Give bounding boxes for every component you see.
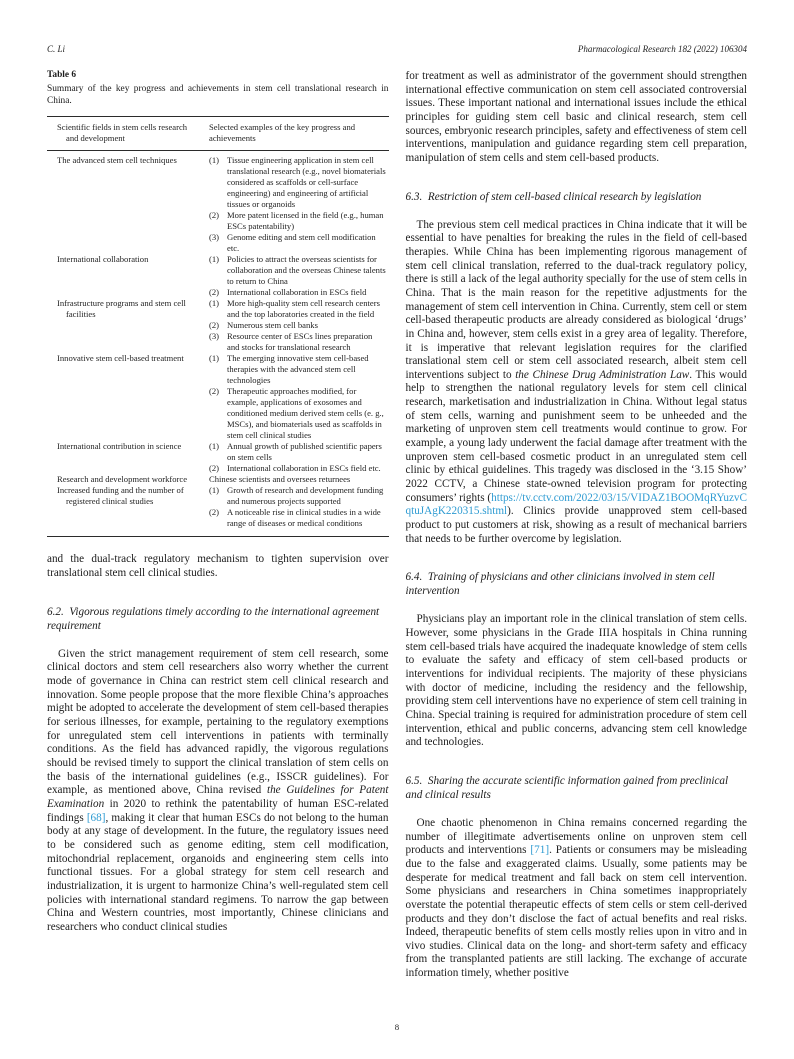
table-example-item xyxy=(209,485,387,507)
table-6 xyxy=(47,116,389,537)
running-header xyxy=(47,44,747,54)
item-number: (2) xyxy=(209,507,220,518)
page-number: 8 xyxy=(394,1022,400,1032)
table-header-row xyxy=(47,117,389,151)
running-journal-citation: Pharmacological Research 182 (2022) 106304 xyxy=(577,44,747,54)
table-row-examples xyxy=(209,298,387,353)
table-row xyxy=(47,254,389,298)
item-text: International collaboration in ESCs field xyxy=(227,287,367,298)
text-segment: Given the strict management requirement of stem cell research, some clinical doctors and stem cell researchers also worry whether the current mode of governance in China can restrict stem cell clinical research and innovation. Some people propose that the more flexible China’s approaches might be adopted to accelerate the development of stem cell-based therapies for serious illnesses, for example, pertaining to the regulatory exemptions for unregulated stem cell interventions in patients with terminally conditions. As the field has advanced rapidly, the vigorous regulations should be revised timely to support the clinical translation of stem cells on the basis of the international guidelines (e.g., ISSCR guidelines). For example, as mentioned above, China revised xyxy=(47,647,389,797)
table-row xyxy=(47,474,389,485)
table-example-item xyxy=(209,254,387,287)
table-row-field: Infrastructure programs and stem cell facilities xyxy=(57,298,186,320)
table-row xyxy=(47,155,389,254)
item-number: (3) xyxy=(209,232,220,243)
text-segment: The previous stem cell medical practices in China indicate that it will be essential to have penalties for breaking the rules in the field of cell-based therapies. While China has been implementing rigorous management of stem cell clinical translation, referred to the dual-track regulatory policy, there is still a lack of the legal authority specially for the use of stem cells in China. That is the main reason for the repetitive adjustments for the management of stem cell intervention in China. Currently, stem cell or stem cell-based therapeutic products are already considered as biological ‘drugs’ in China and, however, stem cells exist in a grey area of legality. Therefore, it is imperative that relevant legislation requires for the clarified translational stem cell or stem cell associated research, albeit stem cell interventions subject to xyxy=(405,218,747,381)
item-number: (1) xyxy=(209,353,220,364)
text-segment: , making it clear that human ESCs do not belong to the human body at any stage of development. In the future, the regulatory issues need to be considered such as genome editing, stem cell modification, mitochondrial replacement, organoids and engineering stem cells into functional tissues. For a global strategy for stem cell research and industrialization, it is urgent to harmonize China’s well-regulated stem cell policies with international standard regimens. To narrow the gap between China and Western countries, most importantly, Chinese clinicians and researchers who conduct clinical studies xyxy=(47,811,389,933)
section-heading-6-3: 6.3. Restriction of stem cell-based clinical research by legislation xyxy=(405,190,702,203)
section-heading-6-4: 6.4. Training of physicians and other clinicians involved in stem cell intervention xyxy=(405,571,715,598)
table-row xyxy=(47,353,389,441)
text-segment: . This would help to strengthen the national regulatory levels for stem cell clinical research, marketisation and industrialization in China. Without legal status of stem cells, warning and punishment seem to be unheeded and the marketing of unproven stem cell treatments would continue to grow. For example, a young lady underwent the facial damage after treatment with the unproven stem cell-based cosmetic product in an unregulated stem cell clinic by ethical guidelines. This tragedy was disclosed in the ‘3.15 Show’ 2022 CCTV, a Chinese state-owned television program for protecting consumers’ rights ( xyxy=(405,368,747,504)
table-example-item xyxy=(209,210,387,232)
item-text: Resource center of ESCs lines preparation and stocks for translational research xyxy=(227,331,373,353)
table-example-item xyxy=(209,507,387,529)
text-segment: ). Clinics provide unapproved stem cell-based product to put customers at risk, showing as a result of mechanical barriers that needs to be further overcome by legislation. xyxy=(405,505,747,545)
item-number: (1) xyxy=(209,441,220,452)
paragraph-6-4: Physicians play an important role in the clinical translation of stem cells. However, some physicians in the Grade IIIA hospitals in China running stem cell-based trials have acquired the inadequate knowledge of stem cells to evaluate the safety and efficacy of stem cell-based products or interventions for individual recipients. The majority of these physicians with doctor of medicine, including the residency and the fellowship, providing stem cell interventions have no experience of stem cell training in China. Special training is required for administration procedure of stem cell intervention, ethical and public concerns, advancing stem cell knowledge and technologies. xyxy=(405,613,747,749)
item-number: (1) xyxy=(209,254,220,265)
paragraph-6-5 xyxy=(406,817,748,981)
table-row-examples xyxy=(209,155,387,254)
item-text: A noticeable rise in clinical studies in a wide range of diseases or medical conditions xyxy=(227,507,381,529)
table-row xyxy=(47,298,389,353)
item-text: The emerging innovative stem cell-based therapies with the advanced stem cell technologies xyxy=(227,353,369,386)
item-text: Numerous stem cell banks xyxy=(227,320,318,331)
left-column xyxy=(47,70,389,935)
table-row-examples: Chinese scientists and oversees returnees xyxy=(209,474,351,485)
item-text: Annual growth of published scientific papers on stem cells xyxy=(227,441,382,463)
table-row-field: The advanced stem cell techniques xyxy=(57,155,177,166)
table-body xyxy=(47,151,389,536)
item-text: Genome editing and stem cell modification etc. xyxy=(227,232,376,254)
table-6-block xyxy=(47,70,389,537)
item-number: (2) xyxy=(209,287,220,298)
table-row-examples xyxy=(209,254,387,298)
table-row xyxy=(47,441,389,474)
paragraph-after-table: and the dual-track regulatory mechanism to tighten supervision over translational stem cell clinical studies. xyxy=(47,553,389,580)
paragraph-continuation: for treatment as well as administrator of the government should strengthen international effective communication on stem cell associated controversial issues. These important national and international issues include the ethical principles for guiding stem cell basic and clinical research, stem cell sources, embryonic research principles, safety and effectiveness of stem cell interventions, manipulation and guidance regarding stem cell preparation, manipulation of stem cells and stem cell-based products. xyxy=(405,70,747,164)
item-number: (2) xyxy=(209,386,220,397)
table-row-field: Increased funding and the number of registered clinical studies xyxy=(57,485,184,507)
item-number: (1) xyxy=(209,298,220,309)
item-number: (1) xyxy=(209,155,220,166)
text-segment: the Guidelines for Patent Examination xyxy=(47,784,389,810)
item-number: (2) xyxy=(209,463,220,474)
item-number: (2) xyxy=(209,210,220,221)
table-example-item xyxy=(209,331,387,353)
item-number: (1) xyxy=(209,485,220,496)
table-example-item xyxy=(209,320,387,331)
text-segment: . Patients or consumers may be misleading due to the false and exaggerated claims. Usually, some patients may be desperate for medical treatment and fall back on stem cell intervention. Some physicians and researchers in China sometimes inappropriately overstate the potential therapeutic effects of stem cells or stem cell-derived products and they don’t disclose the fact of actual benefits and real risks. Indeed, therapeutic benefits of stem cells mostly relies upon in vitro and in vivo studies. Clinical data on the long- and short-term safety and efficacy from the transplanted patients are still lacking. The exchange of accurate information timely, whether positive xyxy=(405,844,748,980)
table-example-item xyxy=(209,232,387,254)
paragraph-6-2 xyxy=(47,648,389,935)
table-row-examples xyxy=(209,485,387,529)
cctv-url-link[interactable]: https://tv.cctv.com/2022/03/15/VIDAZ1BOOMqRYuzvCqtuJAgK220315.shtml xyxy=(405,491,747,518)
table-example-item xyxy=(209,155,387,210)
item-text: Tissue engineering application in stem cell translational research (e.g., novel biomaterials considered as scaffolds or cell-surface engineering) and engineering of artificial tissues or organoids xyxy=(227,155,386,210)
ref-68-link[interactable]: [68] xyxy=(86,811,106,824)
table-label: Table 6 xyxy=(47,70,77,80)
table-row-field: International collaboration xyxy=(57,254,149,265)
table-header-examples: Selected examples of the key progress and achievements xyxy=(209,122,356,144)
text-segment: One chaotic phenomenon in China remains concerned regarding the number of illegitimate advertisements online on unproven stem cell products and interventions xyxy=(405,816,747,857)
table-example-item xyxy=(209,287,387,298)
running-author: C. Li xyxy=(47,44,66,54)
right-column xyxy=(406,70,748,981)
section-heading-6-2: 6.2. Vigorous regulations timely according to the international agreement requirement xyxy=(47,605,380,632)
table-header-fields: Scientific fields in stem cells research and development xyxy=(57,122,188,144)
item-text: Growth of research and development funding and numerous projects supported xyxy=(227,485,384,507)
item-text: International collaboration in ESCs field etc. xyxy=(227,463,381,474)
table-row-field: Innovative stem cell-based treatment xyxy=(57,353,184,364)
item-text: More high-quality stem cell research centers and the top laboratories created in the field xyxy=(227,298,380,320)
ref-71-link[interactable]: [71] xyxy=(530,844,550,857)
table-caption: Summary of the key progress and achievements in stem cell translational research in China. xyxy=(47,84,389,107)
item-number: (3) xyxy=(209,331,220,342)
paragraph-6-3 xyxy=(406,219,748,547)
page-footer xyxy=(0,1022,794,1032)
table-example-item xyxy=(209,441,387,463)
table-row xyxy=(47,485,389,529)
table-example-item xyxy=(209,298,387,320)
two-column-body xyxy=(47,70,747,981)
section-heading-6-5: 6.5. Sharing the accurate scientific information gained from preclinical and clinical results xyxy=(405,774,729,801)
text-segment: the Chinese Drug Administration Law xyxy=(515,368,690,381)
item-text: Policies to attract the overseas scientists for collaboration and the overseas Chinese talents to return to China xyxy=(227,254,386,287)
table-row-field: International contribution in science xyxy=(57,441,182,452)
item-number: (2) xyxy=(209,320,220,331)
item-text: Therapeutic approaches modified, for example, applications of exosomes and conditioned medium derived stem cells (e. g., MSCs), and biomaterials used as scaffolds in stem cell clinical studies xyxy=(227,386,384,441)
table-row-examples xyxy=(209,353,387,441)
table-row-examples xyxy=(209,441,387,474)
item-text: More patent licensed in the field (e.g., human ESCs patentability) xyxy=(227,210,384,232)
table-example-item xyxy=(209,463,387,474)
table-example-item xyxy=(209,386,387,441)
table-row-field: Research and development workforce xyxy=(57,474,188,485)
text-segment: in 2020 to rethink the patentability of human ESC-related findings xyxy=(47,797,389,824)
table-example-item xyxy=(209,353,387,386)
